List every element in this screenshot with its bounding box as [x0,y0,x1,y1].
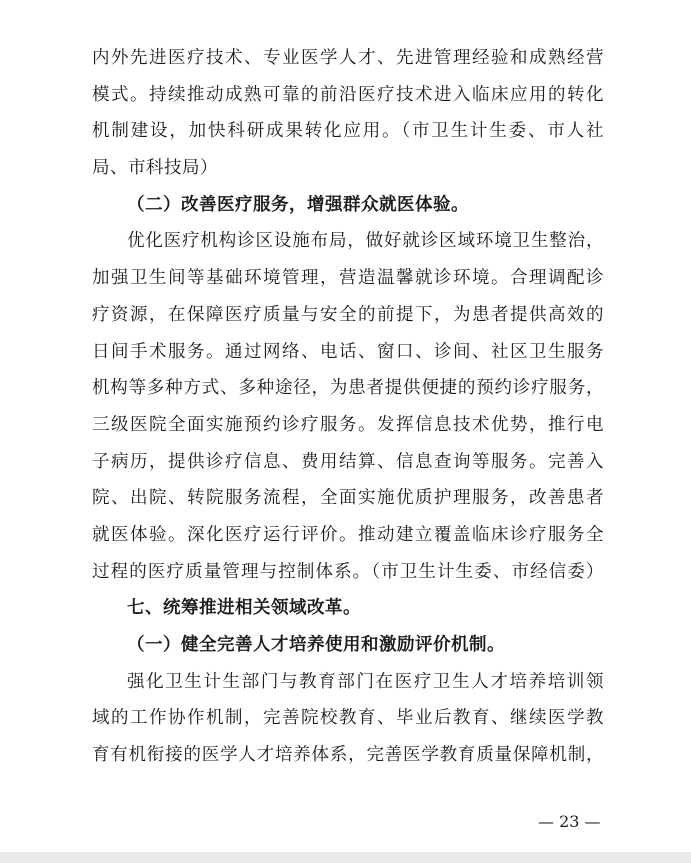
section-heading: （一）健全完善人才培养使用和激励评价机制。 [127,635,505,655]
text-line: 疗资源，在保障医疗质量与安全的前提下，为患者提供高效的 [92,304,604,325]
text-line: 日间手术服务。通过网络、电话、窗口、诊间、社区卫生服务 [92,341,604,362]
text-line: 域的工作协作机制，完善院校教育、毕业后教育、继续医学教 [92,708,604,729]
text-line: 就医体验。深化医疗运行评价。推动建立覆盖临床诊疗服务全 [92,524,604,545]
text-line: 机构等多种方式、多种途径，为患者提供便捷的预约诊疗服务， [92,378,604,399]
text-line: 三级医院全面实施预约诊疗服务。发挥信息技术优势，推行电 [92,414,604,435]
text-line: 局、市科技局） [92,158,218,179]
chapter-heading: 七、统筹推进相关领域改革。 [127,598,361,619]
text-line: 院、出院、转院服务流程，全面实施优质护理服务，改善患者 [92,488,604,509]
document-body [92,40,604,774]
text-line: 育有机衔接的医学人才培养体系，完善医学教育质量保障机制， [92,745,604,766]
text-line: 优化医疗机构诊区设施布局，做好就诊区域环境卫生整治， [127,231,604,252]
text-line: 过程的医疗质量管理与控制体系。（市卫生计生委、市经信委） [92,561,604,582]
text-line: 机制建设，加快科研成果转化应用。（市卫生计生委、市人社 [92,121,604,142]
section-heading: （二）改善医疗服务，增强群众就医体验。 [127,194,469,215]
page-number: — 23 — [538,812,601,831]
text-line: 模式。持续推动成熟可靠的前沿医疗技术进入临床应用的转化 [92,84,604,105]
text-line: 子病历，提供诊疗信息、费用结算、信息查询等服务。完善入 [92,451,604,472]
text-line: 加强卫生间等基础环境管理，营造温馨就诊环境。合理调配诊 [92,268,604,289]
text-line: 强化卫生计生部门与教育部门在医疗卫生人才培养培训领 [127,671,604,692]
text-line: 内外先进医疗技术、专业医学人才、先进管理经验和成熟经营 [92,48,604,68]
